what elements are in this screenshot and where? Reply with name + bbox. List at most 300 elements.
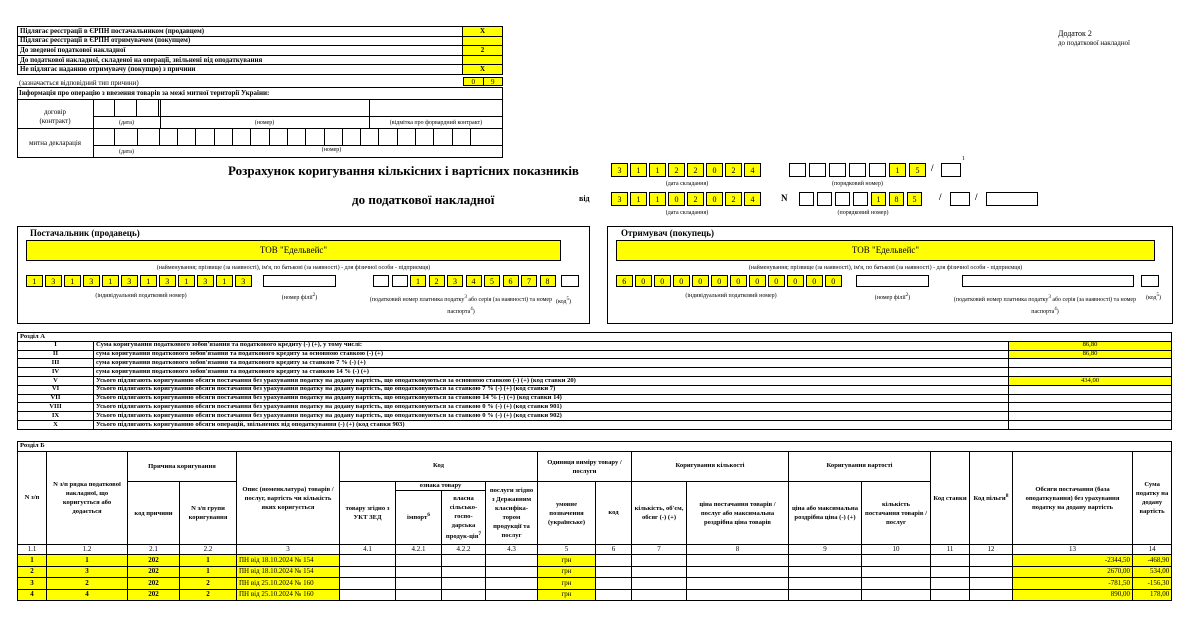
declaration-cell [453,128,471,145]
digit-cell: 0 [711,275,728,287]
digit-cell: 5 [907,192,922,206]
digit-cell: 3 [83,275,100,287]
digit-cell: 3 [121,275,138,287]
cell-vat: -468,90 [1133,555,1172,567]
digit-cell: 1 [26,275,43,287]
digit-cell: 2 [687,192,704,206]
cell-n: 2 [18,566,47,578]
digit-cell [829,163,846,177]
col-h8: ціна постачання товарів / послуг або максимальна роздрібна ціна товарів [687,482,789,545]
buyer-taxnum-text: (податковий номер платника податку [953,297,1049,303]
column-number: 14 [1133,545,1172,555]
declaration-cell [93,128,115,145]
declaration-date-label: (дата) [119,149,134,155]
section-a-value [1009,385,1172,394]
cell-base: -2344,50 [1013,555,1133,567]
col-h4-3: послуги згідно з Державним класифіка-тором продукції та послуг [486,482,538,545]
buyer-taxnum-text-2: або серія (за наявності) та номер паспорта [1031,297,1137,315]
declaration-cell [233,128,251,145]
cell-line: 3 [47,566,128,578]
cell-desc: ПН від 18.10.2024 № 154 [237,566,340,578]
digit-cell: 3 [197,275,214,287]
section-a-num: VI [18,385,94,394]
col-h1-1: N з/п [18,452,47,545]
digit-cell: 2 [725,163,742,177]
digit-cell: 0 [706,192,723,206]
seller-branch-text: (номер філії [281,295,313,301]
title-sup: 1 [962,156,965,162]
column-number: 13 [1013,545,1133,555]
digit-cell: 0 [768,275,785,287]
digit-cell: 2 [725,192,742,206]
digit-cell [799,192,814,206]
digit-cell: 1 [64,275,81,287]
contract-cell [137,99,159,116]
n-label: N [781,193,788,203]
seller-taxnum-label: (податковий номер платника податку$^3$ або серія (за наявності) та номер паспорта$^4$) [369,295,553,315]
registration-label: До зведеної податкової накладної [18,46,463,56]
seller-taxnum-text-2: або серія (за наявності) та номер паспорта [447,297,553,315]
declaration-cell [270,128,288,145]
col-h4-2-1: імпорт$^6$ [396,491,442,545]
section-a-text: Усього підлягають коригуванню обсяги постачання без урахування податку на додану вартість, що оподатковуються за ставкою 0 % (-) (+) (код ставки 901) [94,403,1009,412]
cell-line: 2 [47,578,128,590]
cell-n: 1 [18,555,47,567]
buyer-branch-text: (номер філії [874,295,906,301]
cell-empty [632,578,687,590]
section-a-text: Сума коригування податкового зобов'язання та податкового кредиту (-) (+), у тому числі: [94,341,1009,350]
cell-empty [970,566,1013,578]
col-h12: Код пільги$^8$ [970,452,1013,545]
orig-extra-cell-1 [950,192,970,206]
column-number: 3 [237,545,340,555]
declaration-cell [379,128,397,145]
registration-row [18,55,503,65]
date-compiled-label: (дата складання) [665,181,709,187]
cell-empty [632,589,687,601]
cell-reason: 202 [128,578,180,590]
cell-unit: грн [538,578,596,590]
seller-title: Постачальник (продавець) [30,228,140,238]
column-number: 2.2 [180,545,237,555]
section-b-title: Розділ Б [18,442,1172,452]
cell-empty [340,578,396,590]
cell-empty [486,578,538,590]
section-a-value: 86,80 [1009,341,1172,350]
table-row [18,555,1172,567]
cell-empty [486,566,538,578]
registration-label: Не підлягає наданню отримувачу (покупцю) з причини [18,65,463,75]
digit-cell: 3 [611,163,628,177]
section-a-row [18,385,1172,394]
seller-name-hint: (найменування; прізвище (за наявності), ім'я, по батькові (за наявності) - для фізичної особи - підприємця) [156,265,431,271]
contract-cell [115,99,137,116]
declaration-label: митна декларація [28,139,82,147]
col-h9: ціна або максимальна роздрібна ціна (-) (+) [789,482,862,545]
digit-cell: 1 [630,163,647,177]
document-title: Розрахунок коригування кількісних і вартісних показників [228,163,579,178]
slash-3: / [975,192,978,202]
section-a-value [1009,412,1172,421]
cell-vat: 534,00 [1133,566,1172,578]
section-a-value [1009,403,1172,412]
section-a-value: 86,80 [1009,350,1172,359]
seller-taxnum-text: (податковий номер платника податку [369,297,465,303]
reason-digit-2: 9 [484,77,504,86]
digit-cell: 6 [503,275,519,287]
seller-name: ТОВ "Едельвейс" [26,240,561,261]
contract-label: договір (контракт) [39,108,71,125]
addendum-line-2: до податкової накладної [1058,39,1131,47]
col-h4: Код [340,452,538,482]
section-a-text: сума коригування податкового зобов'язання та податкового кредиту за ставкою 7 % (-) (+) [94,359,1009,368]
buyer-name: ТОВ "Едельвейс" [616,240,1155,261]
column-number: 7 [632,545,687,555]
section-a-text: сума коригування податкового зобов'язання та податкового кредиту за основною ставкою (-) (+) [94,350,1009,359]
cell-empty [862,555,931,567]
cell-reason: 202 [128,566,180,578]
cell-empty [970,589,1013,601]
registration-table [17,26,503,75]
column-number: 4.1 [340,545,396,555]
buyer-title: Отримувач (покупець) [621,228,715,238]
seller-code-cell [561,275,579,287]
registration-mark: X [463,27,503,37]
cell-unit: грн [538,589,596,601]
buyer-code-label: (код$^5$) [1146,293,1161,301]
cell-vat: 178,00 [1133,589,1172,601]
cell-unit: грн [538,566,596,578]
contract-date-label: (дата) [119,120,134,126]
cell-empty [442,566,486,578]
declaration-cell [215,128,233,145]
digit-cell: 1 [410,275,426,287]
cell-base: 2670,00 [1013,566,1133,578]
declaration-cell [178,128,196,145]
digit-cell: 2 [687,163,704,177]
digit-cell: 1 [649,163,666,177]
col-h10: кількість постачання товарів / послуг [862,482,931,545]
col-h4-2-2: власна сільсько-госпо-дарська продук-ція$^7$ [442,491,486,545]
declaration-cell [115,128,137,145]
cell-empty [789,589,862,601]
column-number: 1.1 [18,545,47,555]
section-a-text: Усього підлягають коригуванню обсяги постачання без урахування податку на додану вартість, що оподатковуються за ставкою 14 % (-) (+) (код ставки 14) [94,394,1009,403]
digit-cell [373,275,389,287]
section-a-value [1009,394,1172,403]
cell-empty [970,578,1013,590]
column-number: 2.1 [128,545,180,555]
cell-empty [931,566,970,578]
digit-cell: 4 [744,192,761,206]
cell-empty [862,589,931,601]
declaration-cell [398,128,416,145]
digit-cell: 1 [140,275,157,287]
registration-row [18,46,503,56]
digit-cell: 5 [484,275,500,287]
cell-group: 1 [180,555,237,567]
section-a-title: Розділ А [18,333,1172,342]
cell-empty [396,578,442,590]
declaration-cell [361,128,379,145]
declaration-cell [325,128,343,145]
digit-cell [869,163,886,177]
digit-cell: 6 [616,275,633,287]
col-h7-8: Коригування кількості [632,452,789,482]
digit-cell: 0 [654,275,671,287]
buyer-name-hint: (найменування; прізвище (за наявності), ім'я, по батькові (за наявності) - для фізичної особи - підприємця) [748,265,1023,271]
cell-n: 3 [18,578,47,590]
column-number: 10 [862,545,931,555]
col-h11: Код ставки [931,452,970,545]
column-number: 6 [596,545,632,555]
col-h14: Сума податку на додану вартість [1133,452,1172,545]
original-serial-label: (порядковий номер) [837,210,889,216]
section-a-value: 434,00 [1009,376,1172,385]
section-a-value [1009,359,1172,368]
reason-hint: (зазначається відповідний тип причини) [19,79,139,87]
orig-extra-cell-2 [986,192,1038,206]
digit-cell: 4 [466,275,482,287]
cell-empty [396,566,442,578]
digit-cell: 0 [668,192,685,206]
declaration-cell [160,128,178,145]
section-a-row [18,420,1172,429]
from-label: від [579,194,590,203]
section-a-table [17,332,1172,430]
addendum-line-1: Додаток 2 [1058,29,1092,38]
digit-cell: 3 [159,275,176,287]
cell-empty [789,566,862,578]
forwarder-label: (відмітка про форвардний контракт) [389,120,483,126]
section-a-num: III [18,359,94,368]
buyer-taxnum-cells [962,275,1134,287]
cell-empty [931,578,970,590]
column-number: 4.2.2 [442,545,486,555]
seller-branch-label: (номер філії$^2$) [281,293,318,301]
registration-label: Підлягає реєстрації в ЄРПН отримувачем (покупцем) [18,36,463,46]
cell-vat: -156,30 [1133,578,1172,590]
cell-empty [632,566,687,578]
digit-cell: 1 [178,275,195,287]
digit-cell: 0 [825,275,842,287]
declaration-cell [343,128,361,145]
cell-empty [596,566,632,578]
section-b-table [17,441,1172,601]
col-h1-2: N з/п рядка податкової накладної, що коригується або додається [47,452,128,545]
column-number: 9 [789,545,862,555]
section-a-num: I [18,341,94,350]
col-h2: Причина коригування [128,452,237,482]
cell-empty [596,589,632,601]
section-a-text: Усього підлягають коригуванню обсяги постачання без урахування податку на додану вартість, що оподатковуються за основною ставкою (-) (+) (код ставки 20) [94,376,1009,385]
col-h5: Одиниця виміру товару / послуги [538,452,632,482]
cell-empty [596,555,632,567]
col-h5-1: умовне позначення (українське) [538,482,596,545]
cell-empty [862,566,931,578]
declaration-cells [93,128,503,145]
section-a-value [1009,368,1172,377]
section-a-row [18,359,1172,368]
digit-cell: 7 [521,275,537,287]
digit-cell [809,163,826,177]
digit-cell: 1 [649,192,666,206]
cell-desc: ПН від 18.10.2024 № 154 [237,555,340,567]
declaration-cell [434,128,452,145]
declaration-cell [138,128,160,145]
cell-empty [396,589,442,601]
digit-cell: 0 [730,275,747,287]
seller-branch-cells [263,275,336,287]
section-a-text: сума коригування податкового зобов'язання та податкового кредиту за ставкою 14 % (-) (+) [94,368,1009,377]
cell-empty [486,589,538,601]
declaration-cell [416,128,434,145]
cell-empty [687,566,789,578]
registration-row [18,27,503,37]
cell-line: 4 [47,589,128,601]
registration-row [18,36,503,46]
customs-title: Інформація про операцію з ввезення товарів за межі митної території України: [19,89,270,97]
col-h12-text: Код пільги [973,494,1006,502]
digit-cell: 2 [429,275,445,287]
digit-cell: 0 [692,275,709,287]
registration-mark [463,55,503,65]
cell-empty [442,555,486,567]
digit-cell: 3 [45,275,62,287]
table-row [18,578,1172,590]
column-number: 4.2.1 [396,545,442,555]
digit-cell [835,192,850,206]
declaration-number-label: (номер) [321,147,342,153]
cell-empty [442,578,486,590]
cell-empty [687,589,789,601]
cell-empty [486,555,538,567]
registration-row [18,65,503,75]
cell-base: 890,00 [1013,589,1133,601]
digit-cell: 1 [871,192,886,206]
cell-n: 4 [18,589,47,601]
cell-empty [340,589,396,601]
reason-digits [463,77,503,86]
slash-2: / [939,192,942,202]
document-subtitle: до податкової накладної [352,192,495,207]
seller-code-text: (код [556,299,567,305]
buyer-branch-label: (номер філії$^2$) [874,293,911,301]
col-h7: кількість, об'єм, обсяг (-) (+) [632,482,687,545]
registration-mark: X [463,65,503,75]
section-a-row [18,412,1172,421]
digit-cell: 0 [787,275,804,287]
section-a-num: X [18,420,94,429]
registration-label: Підлягає реєстрації в ЄРПН постачальником (продавцем) [18,27,463,37]
col-h4-2-1-text: імпорт [407,514,428,522]
section-a-num: VIII [18,403,94,412]
digit-cell: 1 [889,163,906,177]
digit-cell: 8 [540,275,556,287]
digit-cell: 0 [673,275,690,287]
section-a-num: IV [18,368,94,377]
col-h13: Обсяги постачання (база оподаткування) без урахування податку на додану вартість [1013,452,1133,545]
digit-cell: 0 [706,163,723,177]
cell-desc: ПН від 25.10.2024 № 160 [237,578,340,590]
cell-empty [396,555,442,567]
registration-mark [463,36,503,46]
section-a-row [18,403,1172,412]
cell-base: -781,50 [1013,578,1133,590]
section-a-row [18,341,1172,350]
seller-code-label: (код$^5$) [556,297,571,305]
registration-mark: 2 [463,46,503,56]
declaration-cell [288,128,306,145]
buyer-ipn-label: (індивідуальний податковий номер) [685,293,777,299]
cell-empty [687,578,789,590]
col-h4-2: ознака товару [396,482,486,491]
digit-cell: 3 [447,275,463,287]
section-a-row [18,350,1172,359]
digit-cell: 0 [635,275,652,287]
section-a-text: Усього підлягають коригуванню обсяги постачання без урахування податку на додану вартість, що оподатковуються за ставкою 7 % (-) (+) (код ставки 7) [94,385,1009,394]
digit-cell: 1 [630,192,647,206]
col-h2-2: N з/п групи коригування [180,482,237,545]
section-a-num: II [18,350,94,359]
digit-cell [853,192,868,206]
col-h2-1: код причини [128,482,180,545]
cell-empty [596,578,632,590]
cell-group: 2 [180,578,237,590]
cell-empty [862,578,931,590]
section-a-num: IX [18,412,94,421]
section-a-row [18,376,1172,385]
buyer-code-text: (код [1146,295,1157,301]
original-date-label: (дата складання) [665,210,709,216]
declaration-cell [306,128,324,145]
section-a-value [1009,420,1172,429]
buyer-taxnum-label: (податковий номер платника податку$^3$ або серія (за наявності) та номер паспорта$^4$) [953,295,1137,315]
cell-empty [789,578,862,590]
serial-label: (порядковий номер) [832,181,883,187]
column-number: 12 [970,545,1013,555]
seller-ipn-label: (індивідуальний податковий номер) [95,293,187,299]
serial-extra-cell [941,163,961,177]
section-a-text: Усього підлягають коригуванню обсяги операцій, звільнених від оподаткування (-) (+) (код ставки 903) [94,420,1009,429]
table-row [18,589,1172,601]
col-h3: Опис (номенклатура) товарів / послуг, вартість чи кількість яких коригується [237,452,340,545]
section-a-num: VII [18,394,94,403]
digit-cell: 5 [909,163,926,177]
digit-cell: 0 [806,275,823,287]
cell-empty [789,555,862,567]
digit-cell: 4 [744,163,761,177]
section-a-row [18,394,1172,403]
contract-cell [93,99,115,116]
section-a-row [18,368,1172,377]
cell-line: 1 [47,555,128,567]
column-number: 11 [931,545,970,555]
cell-empty [931,555,970,567]
cell-reason: 202 [128,555,180,567]
cell-reason: 202 [128,589,180,601]
section-a-num: V [18,376,94,385]
cell-empty [340,555,396,567]
digit-cell: 0 [749,275,766,287]
table-row [18,566,1172,578]
col-h4-2-2-text: власна сільсько-госпо-дарська продук-ція [445,494,479,541]
digit-cell [817,192,832,206]
cell-group: 2 [180,589,237,601]
digit-cell: 2 [668,163,685,177]
buyer-code-cell [1141,275,1159,287]
registration-label: До податкової накладної, складеної на операції, звільнені від оподаткування [18,55,463,65]
